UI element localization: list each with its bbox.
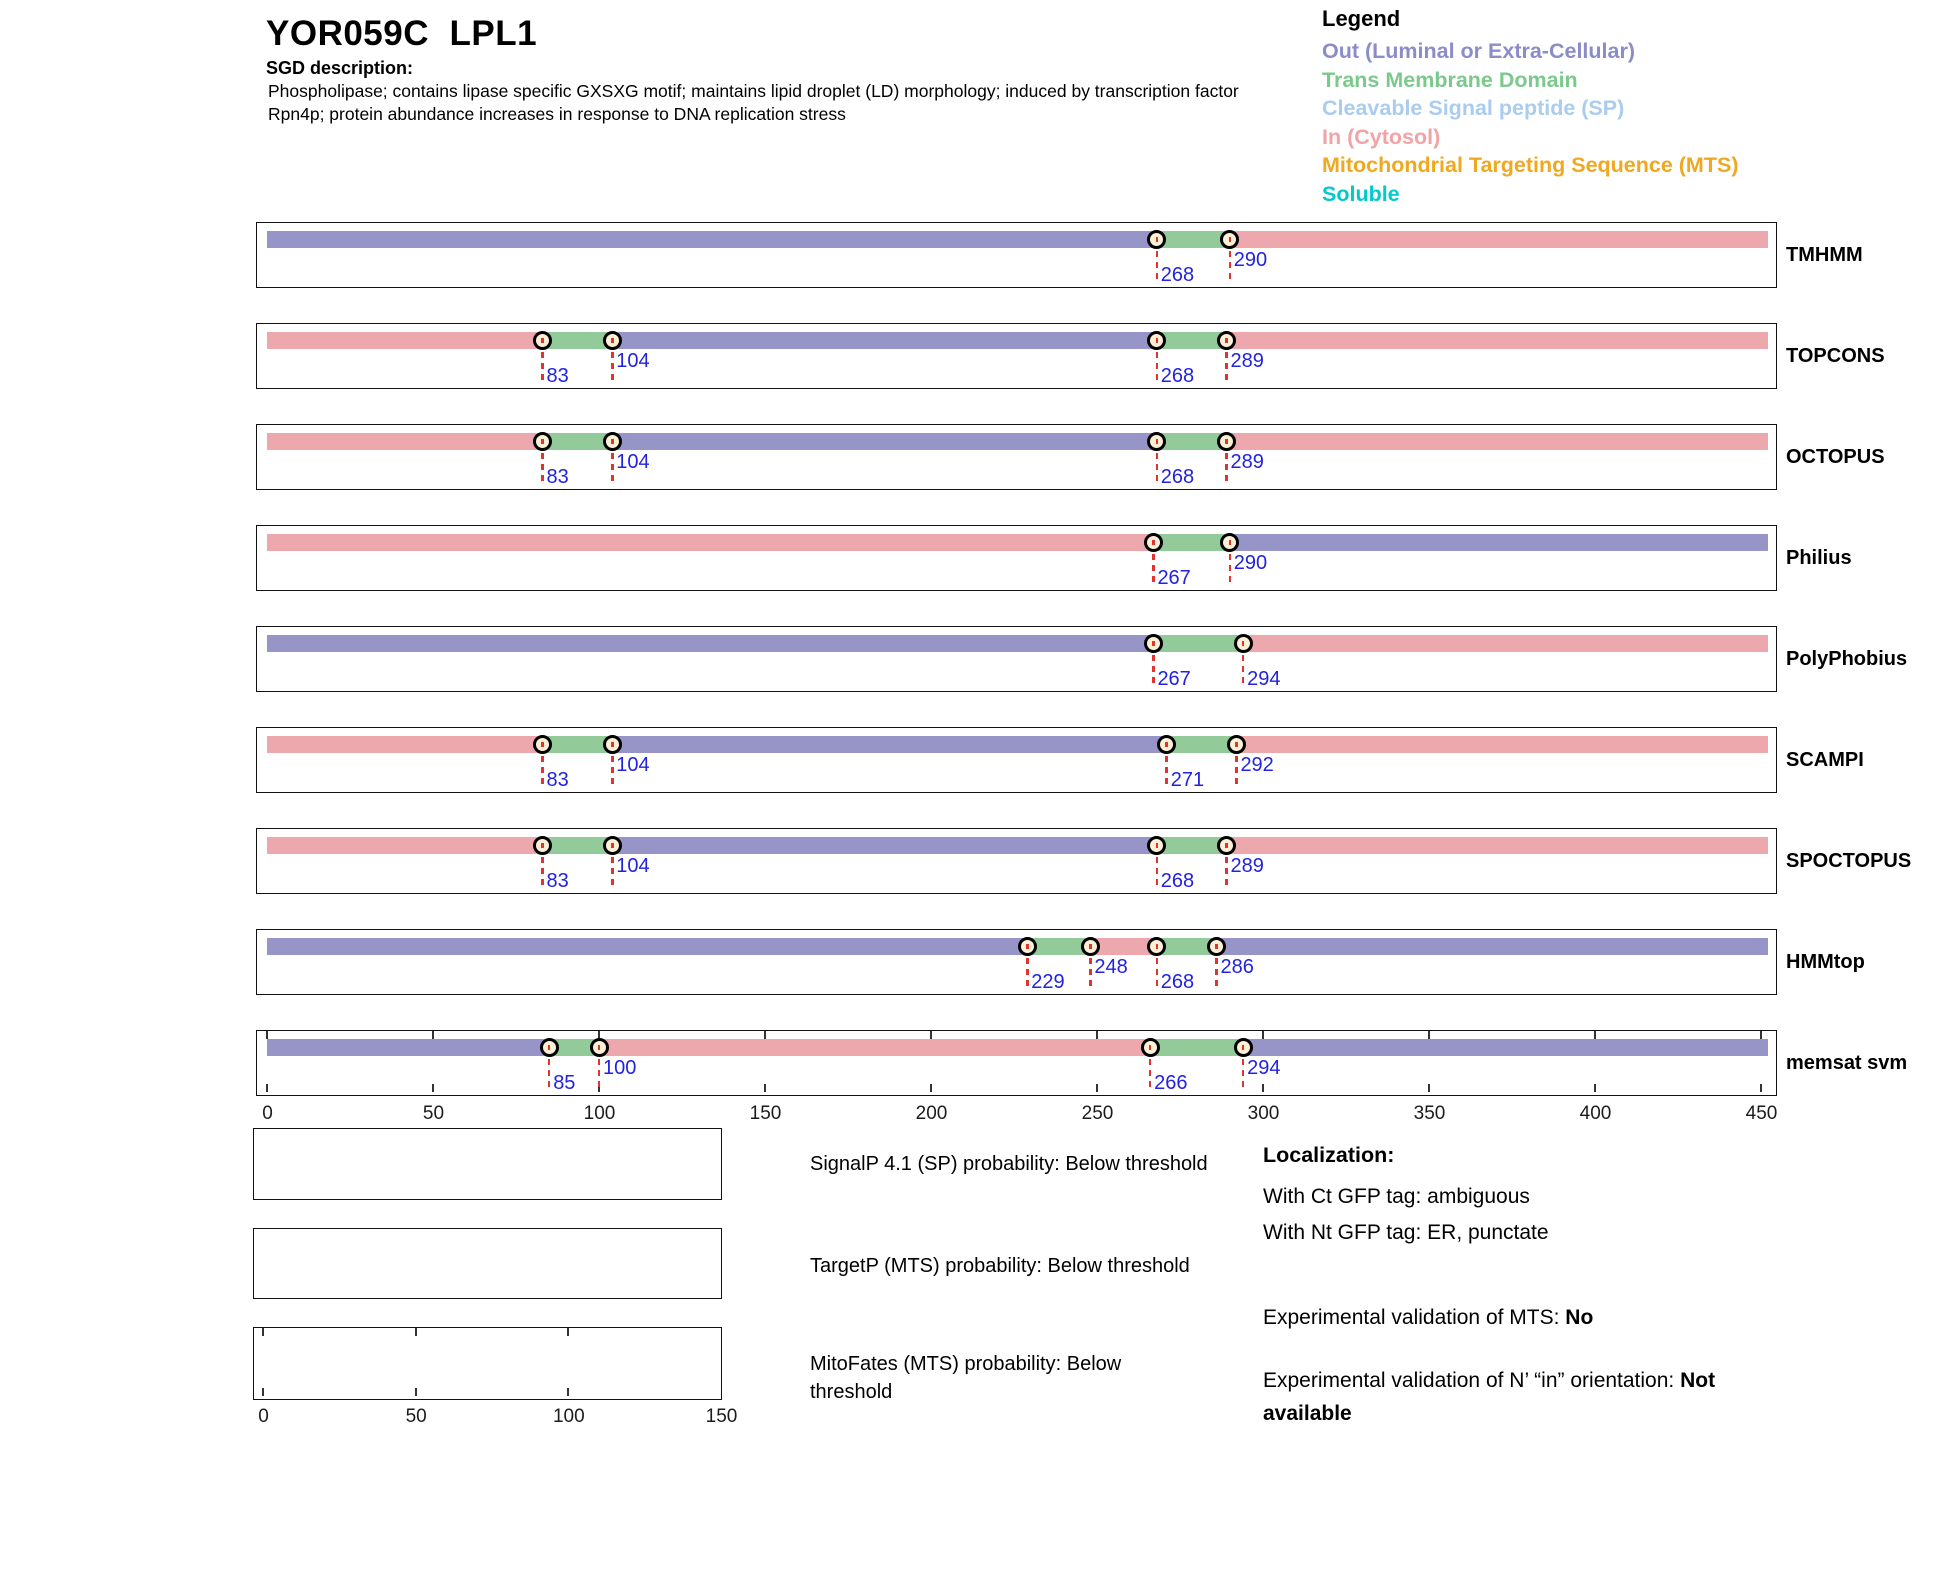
marker-center-dash	[1156, 338, 1159, 343]
probability-panel-label-2: MitoFates (MTS) probability: Below threshold	[810, 1353, 1122, 1403]
marker-center-dash	[598, 1045, 601, 1050]
track-segment-tm	[543, 837, 613, 854]
axis-tick-label: 50	[422, 1103, 445, 1124]
track-box-SPOCTOPUS	[256, 828, 1777, 894]
axis-tick-label: 100	[552, 1406, 585, 1427]
axis-tick-top	[262, 1328, 264, 1336]
marker-center-dash	[1026, 944, 1029, 949]
marker-center-dash	[611, 338, 614, 343]
localization-title: Localization:	[1263, 1143, 1395, 1167]
marker-center-dash	[611, 439, 614, 444]
axis-tick-label: 200	[915, 1103, 948, 1124]
axis-tick-label: 150	[705, 1406, 738, 1427]
legend-item-soluble: Soluble	[1322, 181, 1400, 206]
marker-center-dash	[1235, 742, 1238, 747]
legend-title: Legend	[1322, 6, 1401, 31]
boundary-position-label: 104	[616, 754, 650, 776]
axis-tick-top	[1428, 1031, 1430, 1039]
marker-center-dash	[1152, 540, 1155, 545]
boundary-position-label: 268	[1160, 971, 1195, 993]
probability-panel-box-0	[253, 1128, 722, 1200]
legend-item-signal-peptide: Cleavable Signal peptide (SP)	[1322, 96, 1625, 120]
marker-center-dash	[541, 338, 544, 343]
tm-boundary-marker	[1144, 634, 1163, 653]
boundary-position-label: 286	[1220, 956, 1254, 978]
axis-tick-label: 0	[258, 1406, 269, 1427]
track-label-TMHMM: TMHMM	[1786, 244, 1863, 266]
boundary-position-label: 104	[616, 350, 650, 372]
boundary-position-label: 289	[1230, 451, 1264, 473]
boundary-position-label: 83	[546, 769, 569, 791]
axis-tick-bottom	[764, 1084, 766, 1092]
marker-center-dash	[541, 843, 544, 848]
mts-validation-line	[1263, 1306, 1593, 1330]
marker-center-dash	[1156, 237, 1159, 242]
track-segment-out	[612, 332, 1156, 349]
axis-tick-label: 50	[405, 1406, 427, 1427]
axis-tick-label: 100	[583, 1103, 616, 1124]
probability-panel-label-1: TargetP (MTS) probability: Below threshold	[810, 1255, 1190, 1277]
tm-boundary-marker	[533, 836, 552, 855]
legend-item-mts: Mitochondrial Targeting Sequence (MTS)	[1322, 153, 1739, 177]
tm-boundary-marker	[1217, 432, 1236, 451]
marker-center-dash	[1089, 944, 1092, 949]
axis-tick-top	[432, 1031, 434, 1039]
boundary-position-label: 266	[1154, 1072, 1188, 1094]
marker-center-dash	[611, 742, 614, 747]
track-segment-in	[599, 1039, 1150, 1056]
legend	[1322, 6, 1738, 208]
boundary-position-label: 289	[1230, 855, 1264, 877]
tm-boundary-marker	[603, 331, 622, 350]
track-segment-out	[267, 231, 1157, 248]
axis-tick-bottom	[567, 1388, 569, 1396]
boundary-position-label: 268	[1160, 264, 1195, 286]
boundary-position-label: 104	[616, 451, 650, 473]
boundary-position-label: 271	[1170, 769, 1205, 791]
boundary-position-label: 85	[553, 1072, 576, 1094]
track-segment-out	[1243, 1039, 1768, 1056]
boundary-position-label: 268	[1160, 466, 1195, 488]
track-label-OCTOPUS: OCTOPUS	[1786, 446, 1885, 468]
tm-boundary-marker	[1234, 634, 1253, 653]
boundary-position-label: 100	[603, 1057, 637, 1079]
track-segment-out	[612, 736, 1166, 753]
track-segment-tm	[543, 332, 613, 349]
marker-center-dash	[548, 1045, 551, 1050]
track-segment-in	[267, 433, 543, 450]
tm-boundary-marker	[603, 735, 622, 754]
track-segment-out	[612, 433, 1156, 450]
axis-tick-bottom	[1760, 1084, 1762, 1092]
axis-tick-top	[930, 1031, 932, 1039]
axis-tick-bottom	[432, 1084, 434, 1092]
marker-center-dash	[1215, 944, 1218, 949]
track-box-TOPCONS	[256, 323, 1777, 389]
track-segment-in	[1243, 635, 1768, 652]
track-label-SCAMPI: SCAMPI	[1786, 749, 1864, 771]
axis-tick-bottom	[1262, 1084, 1264, 1092]
track-label-PolyPhobius: PolyPhobius	[1786, 648, 1908, 670]
track-segment-in	[267, 837, 543, 854]
track-segment-tm	[543, 433, 613, 450]
boundary-position-label: 229	[1031, 971, 1065, 993]
tm-boundary-marker	[603, 432, 622, 451]
track-segment-in	[1226, 837, 1767, 854]
track-label-SPOCTOPUS: SPOCTOPUS	[1786, 850, 1912, 872]
orientation-validation-line	[1263, 1364, 1783, 1430]
tm-boundary-marker	[533, 331, 552, 350]
axis-tick-label: 400	[1579, 1103, 1612, 1124]
track-segment-tm	[1150, 1039, 1243, 1056]
boundary-position-label: 294	[1247, 668, 1281, 690]
axis-tick-bottom	[930, 1084, 932, 1092]
axis-tick-label: 0	[262, 1103, 273, 1124]
boundary-position-label: 292	[1240, 754, 1274, 776]
axis-tick-label: 300	[1247, 1103, 1280, 1124]
track-segment-in	[1226, 332, 1767, 349]
marker-center-dash	[1156, 439, 1159, 444]
track-segment-in	[1230, 231, 1768, 248]
page-title: YOR059C LPL1	[266, 14, 538, 53]
track-segment-out	[1230, 534, 1768, 551]
axis-tick-top	[1760, 1031, 1762, 1039]
boundary-position-label: 290	[1233, 249, 1268, 271]
tm-boundary-marker	[533, 735, 552, 754]
marker-center-dash	[611, 843, 614, 848]
track-segment-tm	[543, 736, 613, 753]
boundary-position-label: 83	[546, 365, 569, 387]
axis-tick-label: 350	[1413, 1103, 1446, 1124]
track-segment-out	[267, 1039, 549, 1056]
marker-center-dash	[1149, 1045, 1152, 1050]
marker-center-dash	[1152, 641, 1155, 646]
sgd-description-text: Phospholipase; contains lipase specific GXSXG motif; maintains lipid droplet (LD) morphology; induced by transcription factor Rpn4p; protein abundance increases in response to DNA replication stress	[268, 81, 1239, 124]
track-segment-in	[1226, 433, 1767, 450]
boundary-position-label: 83	[546, 466, 569, 488]
track-label-TOPCONS: TOPCONS	[1786, 345, 1885, 367]
track-box-Philius	[256, 525, 1777, 591]
boundary-position-label: 268	[1160, 365, 1195, 387]
track-segment-in	[267, 534, 1153, 551]
probability-panel-box-2	[253, 1327, 722, 1400]
track-segment-in	[267, 736, 543, 753]
legend-item-in-cytosol: In (Cytosol)	[1322, 124, 1441, 149]
marker-center-dash	[1229, 237, 1232, 242]
marker-center-dash	[1242, 1045, 1245, 1050]
track-label-HMMtop: HMMtop	[1786, 951, 1865, 973]
track-label-memsat-svm: memsat svm	[1786, 1052, 1908, 1074]
boundary-position-label: 248	[1094, 956, 1128, 978]
axis-tick-top	[567, 1328, 569, 1336]
track-box-memsat-svm	[256, 1030, 1777, 1096]
track-box-TMHMM	[256, 222, 1777, 288]
tm-boundary-marker	[1217, 836, 1236, 855]
track-segment-out	[612, 837, 1156, 854]
mts-validation-value: No	[1565, 1306, 1594, 1329]
tm-boundary-marker	[1018, 937, 1037, 956]
marker-center-dash	[1225, 439, 1228, 444]
track-box-PolyPhobius	[256, 626, 1777, 692]
boundary-position-label: 290	[1233, 552, 1268, 574]
axis-tick-label: 450	[1745, 1103, 1778, 1124]
tm-boundary-marker	[1141, 1038, 1160, 1057]
probability-panel-box-1	[253, 1228, 722, 1299]
tm-boundary-marker	[1144, 533, 1163, 552]
marker-center-dash	[1225, 338, 1228, 343]
track-segment-tm	[1157, 231, 1230, 248]
axis-tick-bottom	[266, 1084, 268, 1092]
axis-tick-top	[764, 1031, 766, 1039]
tm-boundary-marker	[1207, 937, 1226, 956]
legend-item-trans-membrane: Trans Membrane Domain	[1322, 67, 1578, 92]
tm-boundary-marker	[1081, 937, 1100, 956]
marker-center-dash	[1156, 944, 1159, 949]
axis-tick-bottom	[1096, 1084, 1098, 1092]
orientation-validation-label: Experimental validation of N’ “in” orientation:	[1263, 1369, 1681, 1392]
nt-gfp-tag-line: With Nt GFP tag: ER, punctate	[1263, 1221, 1549, 1244]
marker-center-dash	[1225, 843, 1228, 848]
orientation-validation-value: Not available	[1263, 1369, 1716, 1425]
legend-item-out: Out (Luminal or Extra-Cellular)	[1322, 39, 1635, 63]
axis-tick-top	[1594, 1031, 1596, 1039]
track-label-Philius: Philius	[1786, 547, 1852, 569]
boundary-position-label: 267	[1157, 567, 1191, 589]
axis-tick-label: 250	[1081, 1103, 1114, 1124]
track-segment-tm	[1167, 736, 1237, 753]
track-segment-tm	[1153, 635, 1243, 652]
ct-gfp-tag-line: With Ct GFP tag: ambiguous	[1263, 1185, 1530, 1208]
boundary-position-label: 104	[616, 855, 650, 877]
tm-boundary-marker	[1234, 1038, 1253, 1057]
axis-tick-top	[415, 1328, 417, 1336]
probability-panel-label-0: SignalP 4.1 (SP) probability: Below threshold	[810, 1153, 1208, 1175]
tm-boundary-marker	[603, 836, 622, 855]
track-box-OCTOPUS	[256, 424, 1777, 490]
boundary-position-label: 83	[546, 870, 569, 892]
track-segment-out	[267, 635, 1153, 652]
axis-tick-top	[266, 1031, 268, 1039]
boundary-position-label: 294	[1247, 1057, 1281, 1079]
boundary-position-label: 268	[1160, 870, 1195, 892]
track-box-SCAMPI	[256, 727, 1777, 793]
axis-tick-top	[1262, 1031, 1264, 1039]
track-segment-in	[1236, 736, 1767, 753]
axis-tick-bottom	[262, 1388, 264, 1396]
axis-tick-bottom	[415, 1388, 417, 1396]
tm-boundary-marker	[1217, 331, 1236, 350]
track-segment-tm	[1153, 534, 1229, 551]
axis-tick-bottom	[1428, 1084, 1430, 1092]
tm-boundary-marker	[540, 1038, 559, 1057]
axis-tick-bottom	[1594, 1084, 1596, 1092]
track-segment-in	[267, 332, 543, 349]
sgd-description-label: SGD description:	[266, 58, 414, 78]
axis-tick-label: 150	[749, 1103, 782, 1124]
track-box-HMMtop	[256, 929, 1777, 995]
marker-center-dash	[541, 742, 544, 747]
axis-tick-top	[1096, 1031, 1098, 1039]
marker-center-dash	[1165, 742, 1168, 747]
mts-validation-label: Experimental validation of MTS:	[1263, 1306, 1566, 1329]
track-segment-out	[267, 938, 1027, 955]
marker-center-dash	[1156, 843, 1159, 848]
marker-center-dash	[1229, 540, 1232, 545]
track-segment-out	[1217, 938, 1768, 955]
boundary-position-label: 289	[1230, 350, 1264, 372]
boundary-position-label: 267	[1157, 668, 1191, 690]
marker-center-dash	[1242, 641, 1245, 646]
tm-boundary-marker	[533, 432, 552, 451]
tm-boundary-marker	[590, 1038, 609, 1057]
marker-center-dash	[541, 439, 544, 444]
tm-boundary-marker	[1227, 735, 1246, 754]
